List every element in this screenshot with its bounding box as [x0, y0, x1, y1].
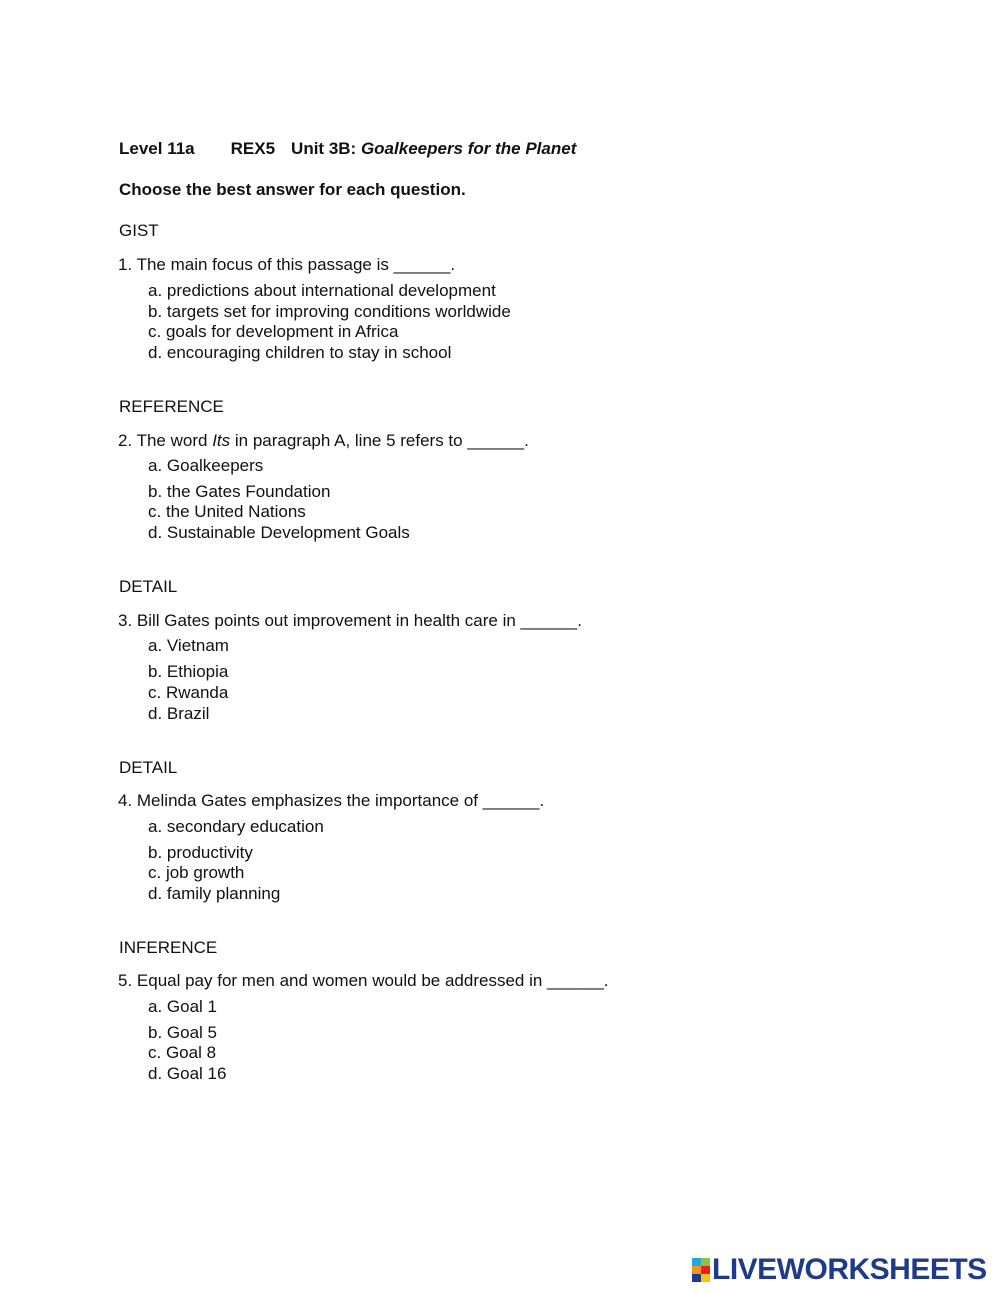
unit-label: Unit 3B: — [291, 139, 357, 158]
unit-title: Goalkeepers for the Planet — [360, 139, 577, 158]
question-5-stem: 5. Equal pay for men and women would be addressed in ______. — [118, 971, 609, 990]
question-1-option-a[interactable]: a. predictions about international development — [148, 281, 496, 300]
question-2-option-a[interactable]: a. Goalkeepers — [148, 456, 264, 475]
logo-block — [692, 1258, 701, 1266]
question-2-keyword: Its — [212, 431, 231, 450]
liveworksheets-watermark — [692, 1253, 987, 1286]
question-2-option-c[interactable]: c. the United Nations — [148, 502, 306, 521]
logo-block — [701, 1258, 710, 1266]
question-3-option-c[interactable]: c. Rwanda — [148, 683, 229, 702]
question-1-option-d[interactable]: d. encouraging children to stay in school — [148, 343, 452, 362]
question-5-option-c[interactable]: c. Goal 8 — [148, 1043, 217, 1062]
question-3-option-a[interactable]: a. Vietnam — [148, 636, 229, 655]
question-5-option-b[interactable]: b. Goal 5 — [148, 1023, 217, 1042]
logo-block — [701, 1266, 710, 1274]
question-1-option-c[interactable]: c. goals for development in Africa — [148, 322, 399, 341]
question-2-option-d[interactable]: d. Sustainable Development Goals — [148, 523, 410, 542]
question-3-option-d[interactable]: d. Brazil — [148, 704, 210, 723]
section-label-inference: INFERENCE — [119, 938, 218, 957]
section-label-reference: REFERENCE — [119, 397, 224, 416]
question-2-option-b[interactable]: b. the Gates Foundation — [148, 482, 331, 501]
question-3-option-b[interactable]: b. Ethiopia — [148, 662, 229, 681]
logo-block — [692, 1274, 701, 1282]
liveworksheets-logo-icon — [692, 1258, 710, 1282]
level-label: Level 11a — [119, 139, 195, 158]
watermark-text: LIVEWORKSHEETS — [712, 1253, 987, 1286]
question-4-option-b[interactable]: b. productivity — [148, 843, 253, 862]
question-1-option-b[interactable]: b. targets set for improving conditions worldwide — [148, 302, 511, 321]
book-label: REX5 — [230, 139, 276, 158]
logo-block — [701, 1274, 710, 1282]
section-label-gist: GIST — [119, 221, 159, 240]
question-5-option-a[interactable]: a. Goal 1 — [148, 997, 217, 1016]
worksheet-heading — [119, 139, 576, 159]
question-4-option-d[interactable]: d. family planning — [148, 884, 281, 903]
question-5-option-d[interactable]: d. Goal 16 — [148, 1064, 227, 1083]
question-4-option-a[interactable]: a. secondary education — [148, 817, 324, 836]
question-3-stem: 3. Bill Gates points out improvement in health care in ______. — [118, 611, 582, 630]
section-label-detail-1: DETAIL — [119, 577, 178, 596]
section-label-detail-2: DETAIL — [119, 758, 178, 777]
logo-block — [692, 1266, 701, 1274]
instructions: Choose the best answer for each question. — [119, 180, 466, 199]
question-4-option-c[interactable]: c. job growth — [148, 863, 245, 882]
question-1-stem: 1. The main focus of this passage is ______. — [118, 255, 456, 274]
question-2-stem: 2. The word Its in paragraph A, line 5 refers to ______. — [118, 431, 529, 450]
question-4-stem: 4. Melinda Gates emphasizes the importance of ______. — [118, 791, 545, 810]
